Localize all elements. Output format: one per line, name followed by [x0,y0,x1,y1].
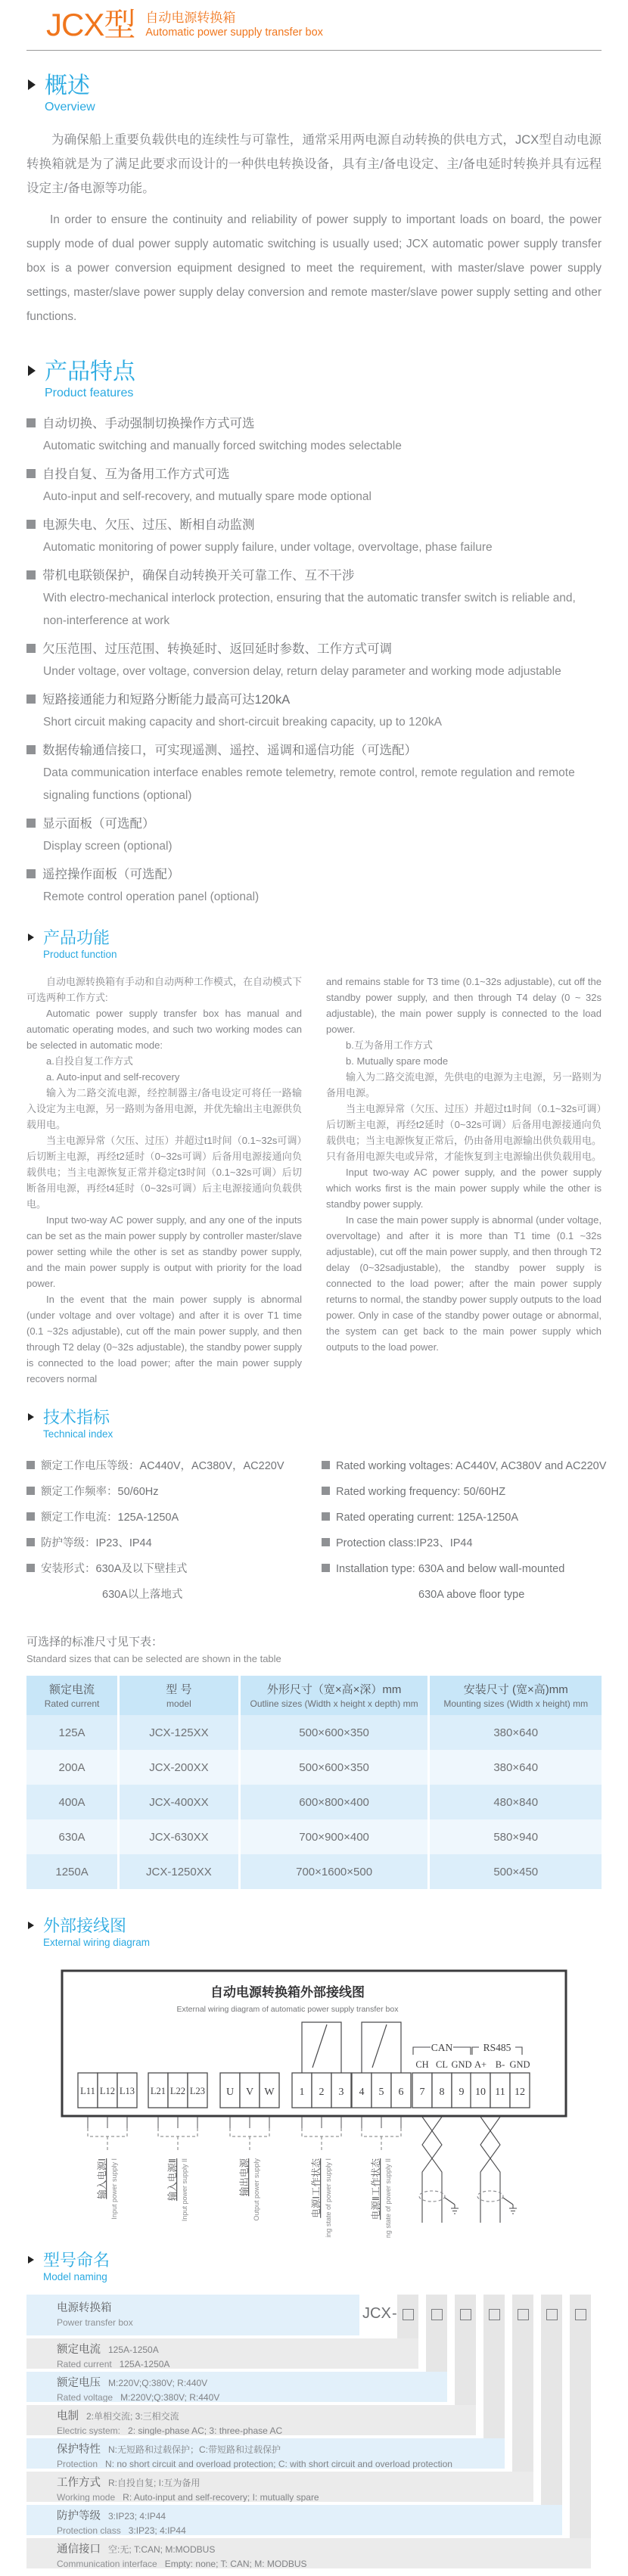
cell-outline-size: 700×900×400 [239,1819,429,1854]
group-label-en: Output power supply [253,2158,260,2221]
group-label-en: Working state of power supply I [325,2158,332,2238]
bullet-square-icon [322,1538,330,1546]
feature-item [26,638,602,683]
terminal-label: L23 [189,2086,206,2096]
naming-detail-zh: R:自投自复; I:互为备用 [108,2478,201,2488]
naming-label-zh: 额定电流 [57,2344,101,2356]
bullet-square-icon [26,570,36,580]
terminal-label: L11 [80,2086,95,2096]
section-arrow-icon [28,365,36,376]
tech-item [322,1530,602,1556]
cell-outline-size: 600×800×400 [239,1785,429,1819]
feature-text-zh: 遥控操作面板（可选配） [42,868,180,881]
group-label-zh: 输出电源 [239,2158,250,2197]
tech-item [322,1556,602,1582]
product-title-en: Automatic power supply transfer box [145,26,323,39]
can-label: CAN [431,2042,453,2053]
tech-item [26,1582,306,1608]
naming-detail-zh: 2:单相交流; 3:三相交流 [86,2411,179,2422]
rs485-pin-gnd: GND [509,2059,530,2070]
tech-text: 防护等级：IP23、IP44 [41,1537,152,1549]
naming-label-en: Protection class [57,2525,121,2535]
naming-label-en: Protection [57,2459,98,2469]
tech-text: 额定工作电流：125A-1250A [41,1512,179,1524]
tech-item [26,1479,306,1505]
terminal-label: L21 [150,2086,166,2096]
terminal-label: 11 [495,2087,505,2098]
section-wiring-header [26,1916,602,1950]
can-pin-cl: CL [436,2059,448,2070]
table-header-cell [26,1676,119,1715]
function-paragraph: In the event that the main power supply is abnormal (under voltage and over voltage) and after it is over T1 time (0.1 ~32s adjustable), cut off the main power supply, and then through T2 delay (0~32s adjustable), the standby power supply is connected to the load power; after the main power supply recovers normal [26,1294,302,1384]
bullet-square-icon [26,819,36,828]
tech-item [322,1453,607,1479]
wiring-diagram-svg [61,1969,567,2238]
tech-text: Protection class:IP23、IP44 [336,1537,473,1549]
naming-detail-zh: 3:IP23; 4:IP44 [108,2511,166,2522]
naming-detail-zh: M:220V;Q:380V; R:440V [108,2378,208,2388]
tech-item [322,1479,602,1505]
cell-rated-current: 125A [26,1715,119,1750]
bullet-square-icon [322,1564,330,1572]
terminal-label: 3 [338,2087,344,2098]
bullet-square-icon [26,1564,35,1572]
diagram-title-zh: 自动电源转换箱外部接线图 [210,1985,365,2000]
header-zh: 外形尺寸（宽×高×深）mm [266,1683,402,1696]
rs485-pin-aplus: A+ [474,2059,487,2070]
model-prefix: JCX [362,2305,391,2322]
cell-mounting-size: 500×450 [493,1865,539,1878]
brand-header [26,8,602,42]
switch-symbol-1 [302,2022,341,2073]
function-paragraph: 输入为二路交流电源，经控制器主/备电设定可将任一路输入设定为主电源，另一路则为备用电源，并优先输出主电源供负载用电。 [26,1087,303,1130]
naming-label-zh: 电源转换箱 [57,2302,112,2314]
feature-text-zh: 自动切换、手动强制切换操作方式可选 [42,417,255,430]
model-naming-row [26,2338,418,2369]
tech-columns [26,1453,607,1608]
table-intro-zh: 可选择的标准尺寸见下表： [26,1636,163,1648]
function-column-left [26,974,302,1387]
section-arrow-icon [28,1922,34,1929]
code-box-icon [518,2309,529,2320]
terminal-label: 8 [439,2087,445,2098]
naming-label-zh: 工作方式 [57,2477,101,2489]
function-paragraph: 输入为二路交流电源，先供电的电源为主电源，另一路则为备用电源。 [326,1071,602,1098]
naming-label-zh: 电制 [57,2410,79,2422]
terminal-label: 1 [299,2087,305,2098]
model-naming-row [26,2505,562,2535]
model-naming-row [26,2372,447,2402]
code-box-icon [489,2309,500,2320]
terminal-label: L22 [169,2086,186,2096]
naming-label-zh: 通信接口 [57,2543,101,2556]
table-row [26,1715,602,1750]
cell-outline-size: 700×1600×500 [239,1854,429,1889]
product-title-zh: 自动电源转换箱 [145,11,236,25]
section-overview-header [26,73,602,116]
tech-text: 630A以上落地式 [102,1589,183,1601]
feature-list [26,412,602,909]
feature-text-zh: 短路接通能力和短路分断能力最高可达120kA [42,693,291,707]
cell-outline-size: 500×600×350 [239,1750,429,1785]
naming-label-en: Rated current [57,2359,112,2369]
cell-model: JCX-125XX [119,1715,240,1750]
feature-item [26,412,602,458]
naming-detail-en: M:220V;Q:380V; R:440V [120,2392,220,2402]
naming-detail-en: N: no short circuit and overload protection; C: with short circuit and overload protection [105,2459,452,2469]
code-box-icon [575,2309,586,2320]
section-title-en: Overview [45,101,95,113]
feature-item [26,514,602,559]
wiring-diagram [61,1969,567,2242]
model-naming-row [26,2295,359,2335]
bullet-square-icon [26,520,36,529]
naming-label-en: Rated voltage [57,2392,113,2402]
naming-label-en: Electric system: [57,2425,121,2435]
feature-text-en: Auto-input and self-recovery, and mutually spare mode optional [43,490,372,503]
section-title-zh: 产品功能 [43,928,110,947]
terminal-label: 7 [419,2087,425,2098]
naming-label-en: Communication interface [57,2559,157,2568]
terminal-label: V [245,2087,254,2098]
function-paragraph: b. Mutually spare mode [346,1055,449,1067]
cell-outline-size: 500×600×350 [239,1715,429,1750]
code-box-icon [546,2309,558,2320]
function-column-right [326,974,602,1387]
section-title-zh: 技术指标 [43,1408,110,1427]
table-row [26,1854,602,1889]
header-divider [26,50,602,51]
terminal-label: W [264,2087,275,2098]
feature-text-zh: 带机电联锁保护，确保自动转换开关可靠工作、互不干涉 [42,569,355,583]
terminal-label: 5 [378,2087,384,2098]
cell-mounting-size: 380×640 [493,1726,539,1739]
feature-text-zh: 电源失电、欠压、过压、断相自动监测 [42,518,255,532]
feature-text-zh: 自投自复、互为备用工作方式可选 [42,468,230,481]
terminal-label: L12 [99,2086,116,2096]
table-header-cell [239,1676,429,1715]
model-dash: - [392,2305,397,2322]
section-title-en: External wiring diagram [43,1937,151,1948]
function-paragraph: In case the main power supply is abnormal (under voltage, overvoltage) and after it is more than T1 time (0.1 ~32s adjustable), cut off the main power supply, and then through T2 delay (0~32sadjustable), the standby power supply is connected to the load power; after the main power supply returns to normal, the standby power supply outputs to the load power. Only in case of the standby power outage or abnormal, the system can get back to the main power supply which outputs to the load power. [326,1214,602,1353]
feature-text-en: With electro-mechanical interlock protection, ensuring that the automatic transfer switch is reliable and, non-interference at work [43,592,576,627]
header-zh: 额定电流 [49,1683,95,1696]
bullet-square-icon [26,644,36,653]
naming-detail-zh: N:无短路和过载保护；C:带短路和过载保护 [108,2444,281,2455]
naming-detail-en: R: Auto-input and self-recovery; I: mutually spare [123,2492,319,2502]
feature-text-en: Data communication interface enables remote telemetry, remote control, remote regulation and remote signaling functions (optional) [43,766,575,802]
function-paragraph: and remains stable for T3 time (0.1~32s adjustable), cut off the standby power supply, and then through T4 delay (0 ~ 32s adjustable), the main power supply is connected to the load power. [326,976,602,1035]
section-title-zh: 外部接线图 [43,1916,127,1935]
cell-rated-current: 630A [26,1819,119,1854]
twisted-pair-can [419,2117,459,2223]
naming-label-zh: 防护等级 [57,2510,101,2522]
feature-item [26,863,602,909]
rs485-label: RS485 [483,2042,511,2053]
section-title-zh: 产品特点 [45,359,135,384]
model-naming-ladder [26,2295,602,2576]
group-label-zh: 电源Ⅰ工作状态 [311,2158,322,2218]
tech-item [26,1556,306,1582]
twisted-pair-rs485 [477,2117,517,2223]
feature-item [26,564,602,632]
overview-paragraph-zh: 为确保船上重要负载供电的连续性与可靠性，通常采用两电源自动转换的供电方式，JCX型自动电源转换箱就是为了满足此要求而设计的一种供电转换设备，具有主/备电设定、主/备电延时转换并具有远程设定主/备电源等功能。 [26,133,602,195]
cell-rated-current: 400A [26,1785,119,1819]
naming-rows [26,2295,602,2576]
standard-sizes-table [26,1676,602,1889]
terminal-label: U [225,2087,235,2098]
cell-rated-current: 1250A [26,1854,119,1889]
feature-text-en: Automatic switching and manually forced switching modes selectable [43,440,402,452]
feature-text-en: Remote control operation panel (optional) [43,890,260,903]
section-tech-header [26,1408,602,1441]
bullet-square-icon [26,1487,35,1495]
group-label-zh: 输入电源Ⅱ [167,2158,178,2202]
group-label-en: Input power supply I [110,2158,118,2220]
group-label-zh: 输入电源Ⅰ [97,2158,107,2199]
section-arrow-icon [28,79,36,90]
feature-text-zh: 显示面板（可选配） [42,817,155,831]
naming-label-zh: 额定电压 [57,2377,101,2389]
model-naming-row [26,2472,533,2502]
tech-text: 额定工作电压等级：AC440V，AC380V，AC220V [41,1460,284,1472]
terminal-labels [80,2086,525,2098]
header-en: model [166,1698,191,1709]
function-paragraph: 当主电源异常（欠压、过压）并超过t1时间（0.1~32s可调）后切断主电源，再经t2延时（0~32s可调）后备用电源接通向负载供电；当主电源恢复正常并稳定t3时间（0.1~32s可调）后切断备用电源，再经t4延时（0~32s可调）后主电源接通向负载供电。 [26,1135,302,1210]
feature-text-en: Automatic monitoring of power supply failure, under voltage, overvoltage, phase failure [43,541,493,554]
header-en: Rated current [44,1698,100,1709]
feature-item [26,688,602,734]
function-paragraph: Input two-way AC power supply, and any one of the inputs can be set as the main power supply by controller master/slave power setting while the other is set as standby power supply, and the main power supply is output with priority for the load power. [26,1214,302,1289]
section-features-header [26,359,602,402]
header-en: Outline sizes (Width x height x depth) mm [250,1698,418,1709]
cell-model: JCX-400XX [119,1785,240,1819]
code-box-icon [460,2309,471,2320]
naming-detail-en: 125A-1250A [119,2359,170,2369]
naming-detail-en: Empty: none; T: CAN; M: MODBUS [164,2559,307,2568]
tech-text: Rated operating current: 125A-1250A [336,1512,519,1524]
naming-detail-zh: 空:无; T:CAN; M:MODBUS [108,2544,216,2555]
table-row [26,1750,602,1785]
terminal-label: 4 [359,2087,365,2098]
function-paragraph: 自动电源转换箱有手动和自动两种工作模式，在自动模式下可选两种工作方式: [26,976,303,1003]
feature-text-en: Under voltage, over voltage, conversion delay, return delay parameter and working mode adjustable [43,665,561,678]
tech-text: 安装形式：630A及以下壁挂式 [41,1563,188,1575]
tech-item [26,1453,306,1479]
cell-rated-current: 200A [26,1750,119,1785]
bullet-square-icon [322,1461,330,1469]
header-zh: 安装尺寸 (宽×高)mm [463,1683,568,1696]
function-paragraph: Automatic power supply transfer box has manual and automatic operating modes, and such two working modes can be selected in automatic mode: [26,1008,302,1051]
section-arrow-icon [28,2256,34,2264]
can-pin-gnd: GND [451,2059,472,2070]
function-paragraph: b.互为备用工作方式 [346,1039,433,1051]
naming-detail-en: 3:IP23; 4:IP44 [128,2525,186,2535]
tech-item [322,1582,602,1608]
cell-model: JCX-200XX [119,1750,240,1785]
naming-label-zh: 保护特性 [57,2444,101,2456]
bullet-square-icon [322,1512,330,1521]
section-title-en: Model naming [43,2271,107,2282]
switch-symbol-2 [362,2022,401,2073]
feature-text-en: Display screen (optional) [43,840,173,853]
code-box-icon [403,2309,414,2320]
tech-text: Rated working voltages: AC440V, AC380V and AC220V [336,1460,607,1472]
terminal-label: 12 [515,2087,525,2098]
terminal-label: 6 [398,2087,404,2098]
model-naming-row [26,2405,476,2435]
terminal-label: 10 [475,2087,486,2098]
naming-detail-zh: 125A-1250A [108,2345,159,2355]
table-header-row [26,1676,602,1715]
terminal-label: 9 [459,2087,465,2098]
tech-item [26,1530,306,1556]
model-naming-row [26,2438,505,2469]
table-intro-en: Standard sizes that can be selected are shown in the table [26,1653,281,1664]
terminal-label: 2 [319,2087,325,2098]
terminal-leads [88,2117,401,2128]
tech-item [26,1505,306,1530]
bullet-square-icon [26,745,36,754]
product-model: JCX型 [46,7,135,42]
section-title-en: Technical index [43,1428,113,1440]
naming-detail-en: 2: single-phase AC; 3: three-phase AC [128,2425,283,2435]
feature-text-zh: 欠压范围、过压范围、转换延时、返回延时参数、工作方式可调 [42,642,392,656]
tech-text: 630A above floor type [418,1589,525,1601]
section-naming-header [26,2251,602,2284]
section-function-header [26,928,602,962]
cell-mounting-size: 480×840 [493,1795,539,1809]
group-label-en: Input power supply II [181,2158,188,2222]
feature-item [26,463,602,508]
table-row [26,1819,602,1854]
feature-item [26,739,602,807]
code-box-icon [431,2309,443,2320]
section-arrow-icon [28,1413,34,1421]
naming-label-en: Power transfer box [57,2317,133,2328]
function-paragraph: Input two-way AC power supply, and the power supply which works first is the main power supply while the other is standby power supply. [326,1167,602,1210]
group-hooks [88,2128,401,2152]
tech-text: Rated working frequency: 50/60HZ [336,1486,506,1498]
bullet-square-icon [26,869,36,878]
diagram-title-en: External wiring diagram of automatic power supply transfer box [176,2005,399,2014]
rs485-pin-bminus: B- [495,2059,505,2070]
tech-list-zh [26,1453,306,1608]
bullet-square-icon [26,694,36,704]
terminal-label: L13 [119,2086,135,2096]
tech-item [322,1505,602,1530]
group-label-zh: 电源Ⅱ工作状态 [371,2158,381,2220]
cell-mounting-size: 580×940 [493,1830,539,1844]
cell-model: JCX-1250XX [119,1854,240,1889]
tech-text: Installation type: 630A and below wall-mounted [336,1563,565,1575]
function-columns [26,974,602,1387]
table-header-cell [429,1676,602,1715]
tech-text: 额定工作频率：50/60Hz [41,1486,159,1498]
table-body [26,1715,602,1889]
tech-list-en [322,1453,607,1608]
header-en: Mounting sizes (Width x height) mm [443,1698,589,1709]
bullet-square-icon [322,1487,330,1495]
bullet-square-icon [26,1538,35,1546]
function-paragraph: 当主电源异常（欠压、过压）并超过t1时间（0.1~32s可调）后切断主电源，再经t2延时（0~32s可调）后备用电源接通向负载供电；当主电源恢复正常后，仍由备用电源输出供负载用电。只有备用电源失电或异常，才能恢复到主电源输出供负载用电。 [326,1103,602,1162]
header-zh: 型 号 [166,1683,192,1696]
function-paragraph: a.自投自复工作方式 [46,1055,133,1067]
table-row [26,1785,602,1819]
cell-mounting-size: 380×640 [493,1760,539,1774]
overview-paragraph-en: In order to ensure the continuity and reliability of power supply to important loads on board, the power supply mode of dual power supply automatic switching is usually used; JCX automatic power supply transfer box is a power conversion equipment designed to meet the requirement, with master/slave power supply settings, master/slave power supply delay conversion and remote master/slave power supply setting and other functions. [26,213,602,323]
section-title-en: Product function [43,949,117,960]
group-label-en: Working state of power supply II [384,2158,392,2238]
function-paragraph: a. Auto-input and self-recovery [46,1071,180,1083]
feature-text-en: Short circuit making capacity and short-circuit breaking capacity, up to 120kA [43,716,442,729]
bullet-square-icon [26,1512,35,1521]
model-naming-row [26,2538,591,2568]
feature-text-zh: 数据传输通信接口，可实现遥测、遥控、遥调和遥信功能（可选配） [42,744,417,757]
cell-model: JCX-630XX [119,1819,240,1854]
section-title-zh: 概述 [45,73,90,98]
can-pin-ch: CH [415,2059,429,2070]
naming-label-en: Working mode [57,2492,116,2502]
section-arrow-icon [28,934,34,941]
bullet-square-icon [26,1461,35,1469]
feature-item [26,813,602,858]
bullet-square-icon [26,469,36,478]
table-header-cell [119,1676,240,1715]
section-title-zh: 型号命名 [43,2251,110,2270]
bullet-square-icon [26,418,36,427]
section-title-en: Product features [45,387,134,399]
